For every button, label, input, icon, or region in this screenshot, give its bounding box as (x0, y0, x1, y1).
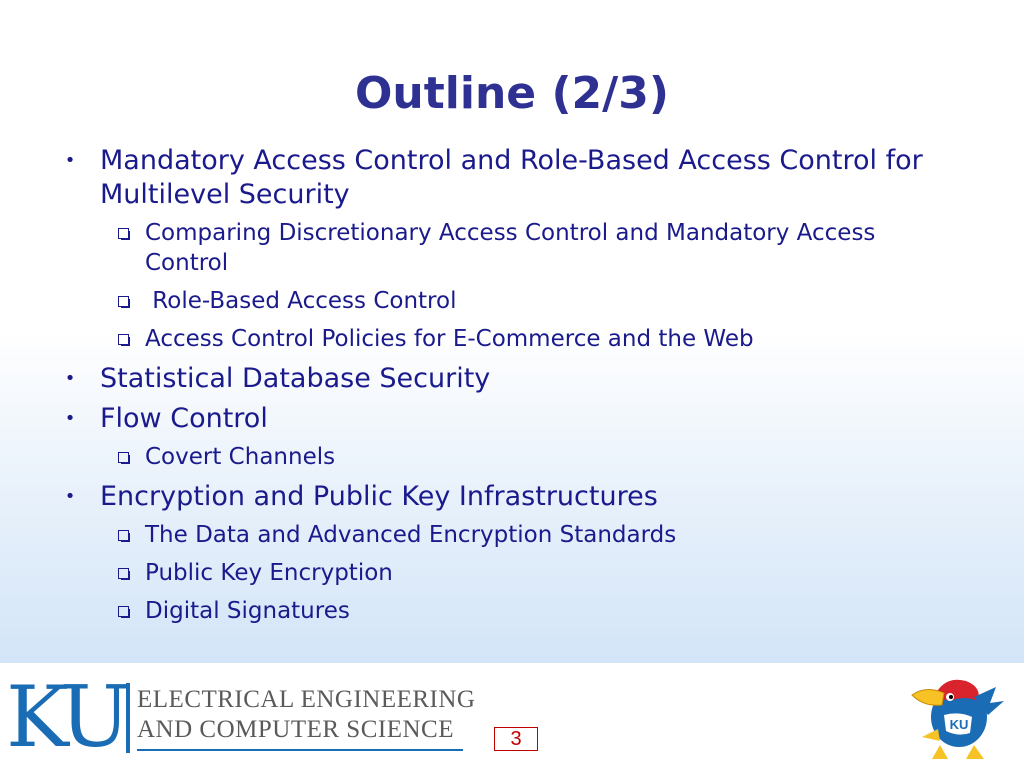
sub-bullet-item (60, 596, 960, 626)
page-number: 3 (494, 727, 538, 751)
checkbox-bullet-icon (118, 568, 129, 579)
logo-divider (126, 683, 130, 753)
department-underline (137, 749, 463, 751)
bullet-dot-icon: • (64, 486, 76, 507)
bullet-item (60, 144, 960, 212)
checkbox-bullet-icon (118, 530, 129, 541)
bullet-dot-icon: • (64, 408, 76, 429)
sub-bullet-item (60, 286, 960, 316)
ku-logo: KU (6, 668, 125, 766)
bullet-dot-icon: • (64, 150, 76, 171)
bullet-item (60, 362, 960, 396)
department-line-2: AND COMPUTER SCIENCE (137, 716, 454, 743)
outline-list (60, 144, 960, 634)
department-line-1: ELECTRICAL ENGINEERING (137, 686, 476, 713)
bullet-item (60, 402, 960, 436)
sub-bullet-label: Access Control Policies for E-Commerce and the Web (145, 326, 754, 352)
sub-bullet-label: Public Key Encryption (145, 560, 393, 586)
sub-bullet-item (60, 324, 960, 354)
sub-bullet-label: Covert Channels (145, 444, 336, 470)
checkbox-bullet-icon (118, 296, 129, 307)
bullet-item-label: Mandatory Access Control and Role-Based Access Control for Multilevel Security (100, 145, 923, 210)
sub-bullet-item (60, 218, 960, 278)
sub-bullet-label: Digital Signatures (145, 598, 350, 624)
sub-bullet-item (60, 520, 960, 550)
svg-text:KU: KU (949, 717, 969, 732)
checkbox-bullet-icon (118, 606, 129, 617)
sub-bullet-label: The Data and Advanced Encryption Standards (145, 522, 677, 548)
bullet-item-label: Encryption and Public Key Infrastructures (100, 481, 658, 512)
slide-footer (0, 662, 1024, 769)
bullet-item-label: Statistical Database Security (100, 363, 491, 394)
sub-bullet-item (60, 558, 960, 588)
sub-bullet-label: Comparing Discretionary Access Control and Mandatory Access Control (145, 220, 876, 276)
sub-bullet-label: Role-Based Access Control (145, 288, 457, 314)
bullet-dot-icon: • (64, 368, 76, 389)
jayhawk-mascot-icon (904, 667, 1014, 767)
bullet-item-label: Flow Control (100, 403, 268, 434)
slide-title: Outline (2/3) (355, 68, 669, 119)
sub-bullet-item (60, 442, 960, 472)
bullet-item (60, 480, 960, 514)
checkbox-bullet-icon (118, 334, 129, 345)
department-name (137, 685, 476, 745)
checkbox-bullet-icon (118, 228, 129, 239)
checkbox-bullet-icon (118, 452, 129, 463)
